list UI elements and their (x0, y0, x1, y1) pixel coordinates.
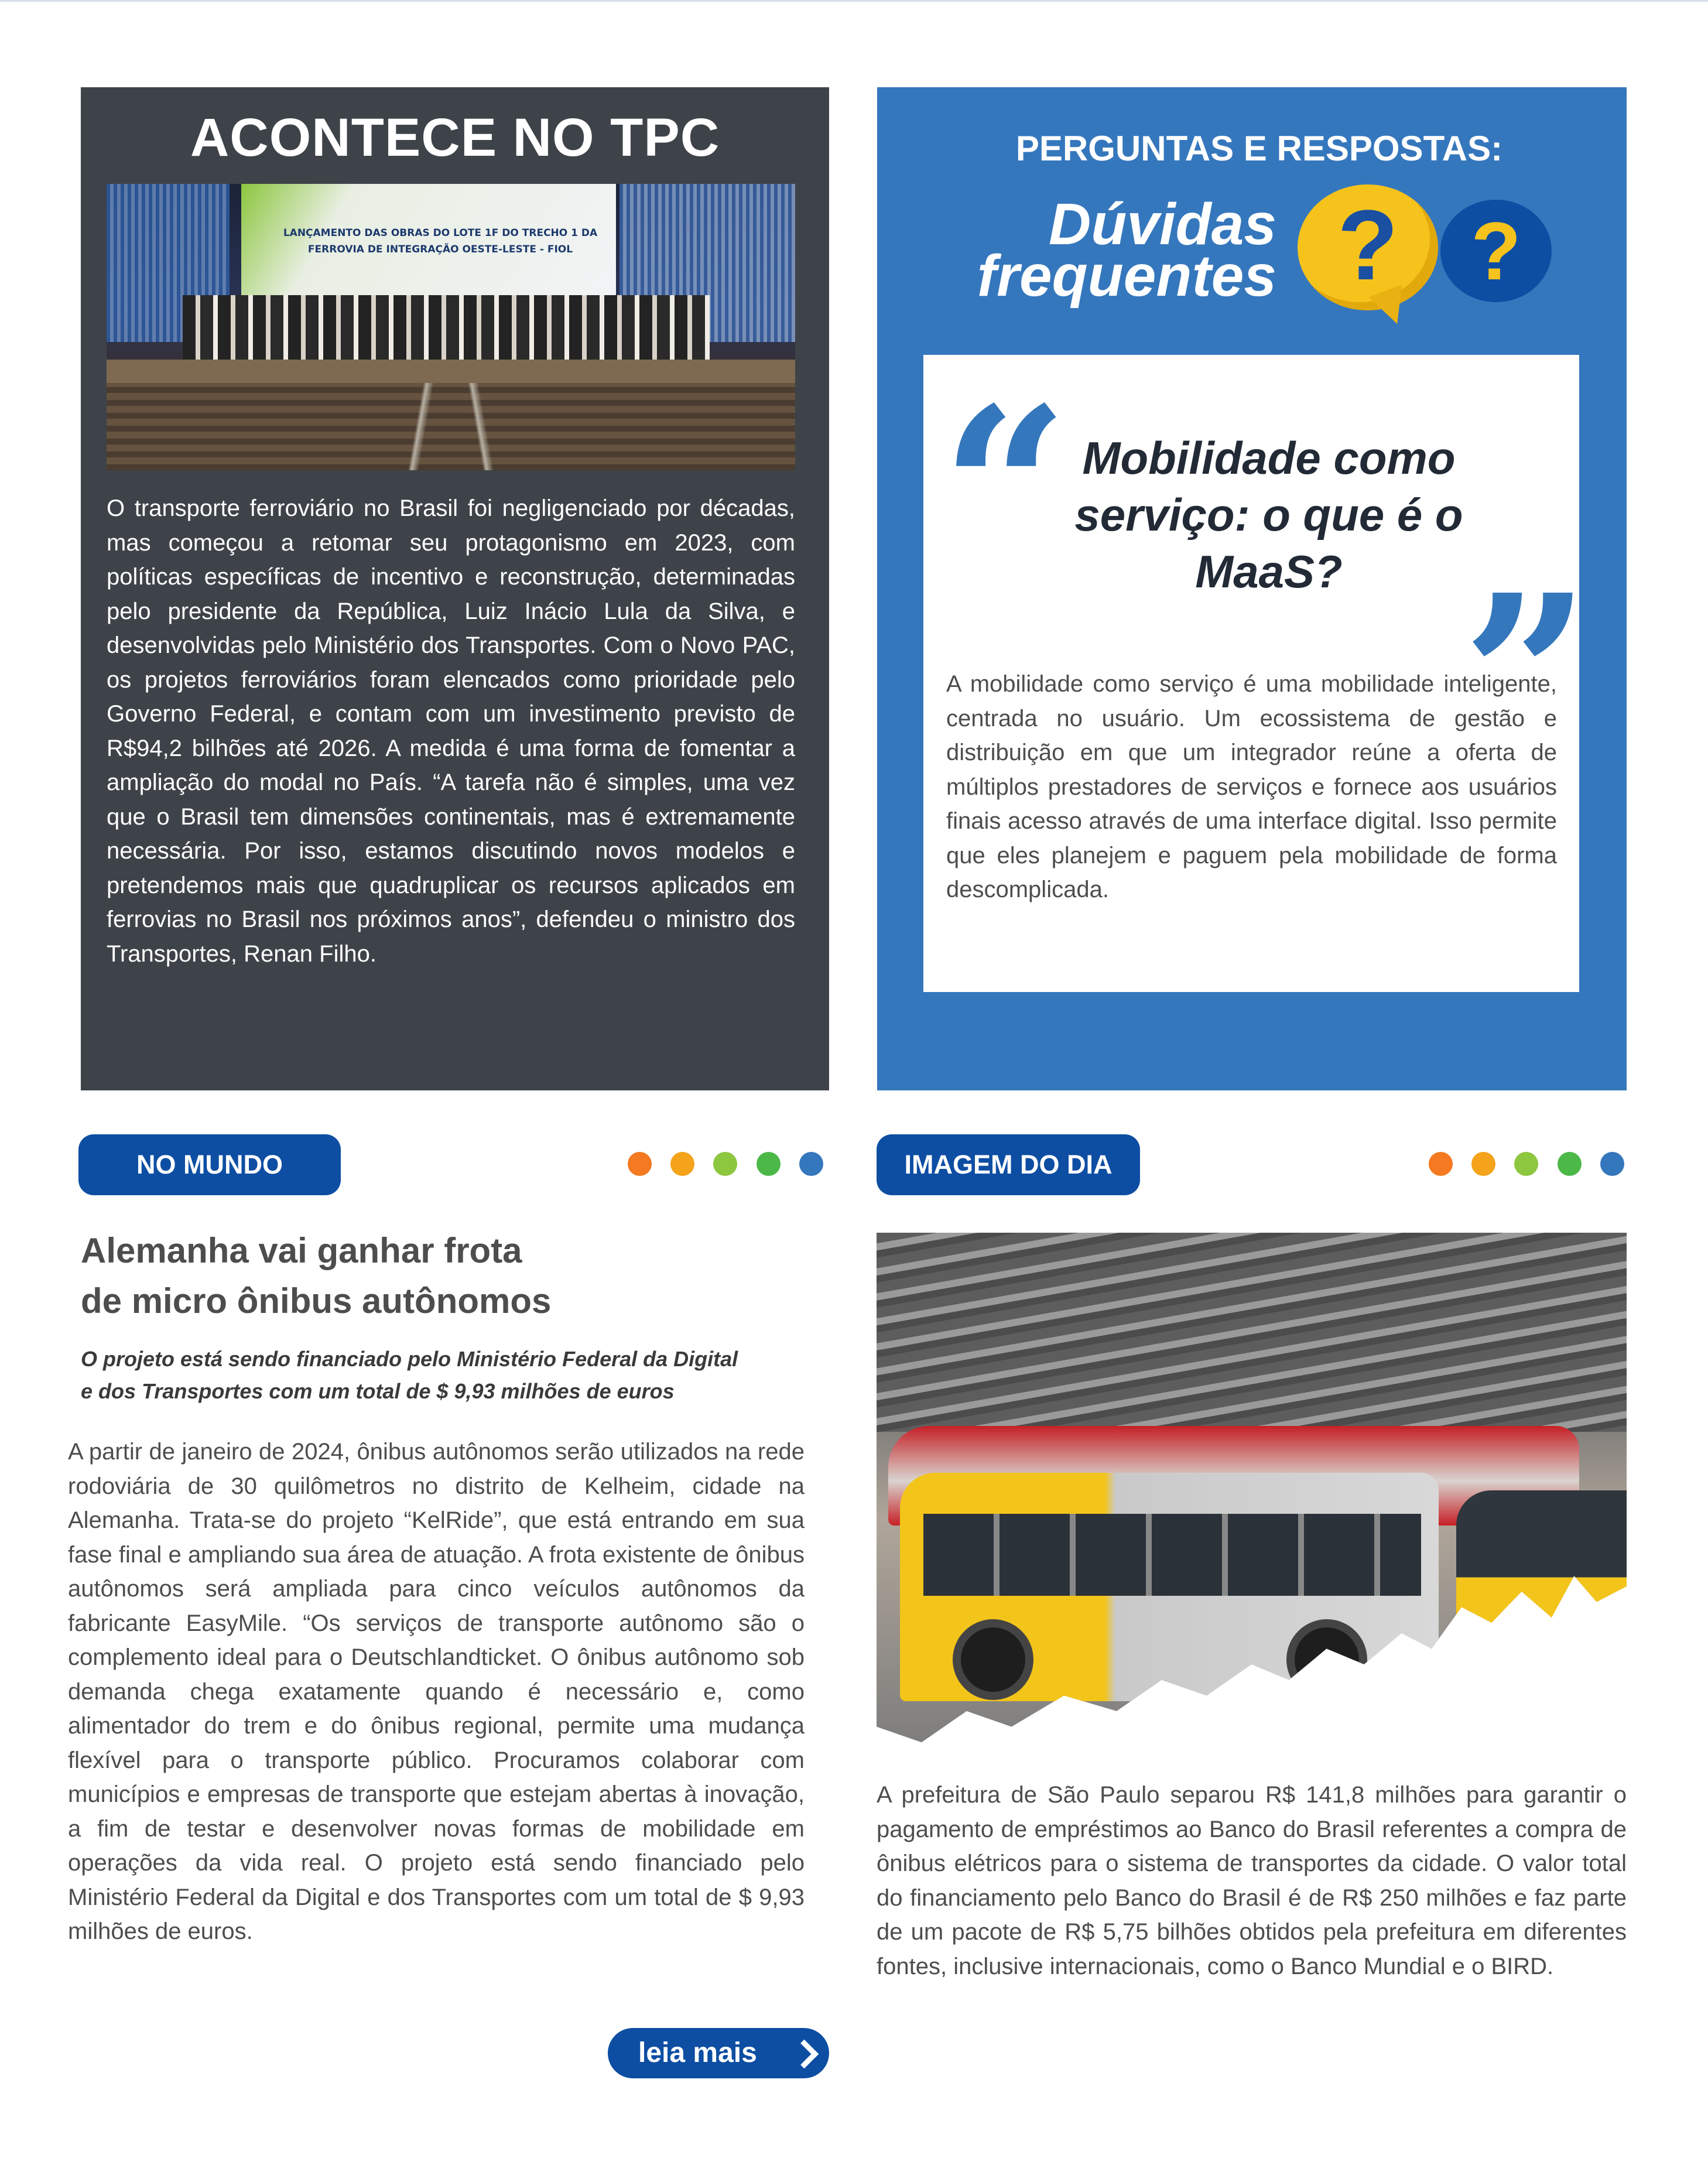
faq-card (923, 355, 1590, 992)
acontece-no-tpc-panel (81, 87, 829, 1090)
article-body: A partir de janeiro de 2024, ônibus autônomos serão utilizados na rede rodoviária de 30 quilômetros no distrito de Kelheim, cidade na Alemanha. Trata-se do projeto “KelRide”, que está entrando em sua fase final e ampliando sua área de atuação. A frota existente de ônibus autônomos será ampliada para cinco veículos autônomos da fabricante EasyMile. “Os serviços de transporte autônomo são o complemento ideal para o Deutschlandticket. O ônibus autônomo sob demanda chega exatamente quando é necessário e, como alimentador do trem e do ônibus regional, permite uma mudança flexível para o transporte público. Procuramos colaborar com municípios e empresas de transporte que estejam abertas à inovação, a fim de testar e desenvolver novas formas de mobilidade em operações da vida real. O projeto está sendo financiado pelo Ministério Federal da Digital e dos Transportes com um total de $ 9,93 milhões de euros. (68, 1439, 805, 1944)
dot-orange (1429, 1152, 1453, 1176)
dot-blue (1600, 1152, 1624, 1176)
dot-lime (1514, 1152, 1538, 1176)
dot-amber (1471, 1152, 1495, 1176)
dot-lime (713, 1152, 737, 1176)
dot-amber (670, 1152, 694, 1176)
article-subtitle-line1: O projeto está sendo financiado pelo Ministério Federal da Digital (81, 1347, 738, 1371)
article-headline-line2: de micro ônibus autônomos (81, 1281, 552, 1321)
question-bubble-small-icon (1440, 200, 1552, 302)
faq-title (877, 191, 1276, 309)
people-on-stage (183, 295, 710, 360)
faq-question: Mobilidade como serviço: o que é o MaaS? (1074, 432, 1463, 597)
faq-title-line2: frequentes (977, 243, 1276, 309)
dot-orange (628, 1152, 652, 1176)
railway-tracks (107, 383, 795, 470)
faq-title-line1: Dúvidas (1048, 191, 1276, 257)
tpc-title: ACONTECE NO TPC (190, 108, 720, 167)
stage-platform (107, 360, 795, 383)
article-headline (81, 1226, 666, 1326)
question-mark-big: ? (1337, 190, 1398, 301)
bus-windows (923, 1514, 1421, 1596)
bus-terminal-photo (877, 1233, 1627, 1753)
bus-wheel-front (953, 1619, 1033, 1700)
article-subtitle (81, 1343, 813, 1407)
question-bubble-icon (1298, 184, 1438, 310)
faq-kicker: PERGUNTAS E RESPOSTAS: (1015, 129, 1503, 168)
dot-green (1558, 1152, 1582, 1176)
imagem-do-dia-label: IMAGEM DO DIA (877, 1134, 1140, 1195)
faq-panel (877, 87, 1627, 1090)
yellow-bus-right (1456, 1490, 1627, 1684)
article-subtitle-line2: e dos Transportes com um total de $ 9,93 milhões de euros (81, 1379, 675, 1403)
chevron-right-icon (790, 2040, 819, 2068)
no-mundo-label: NO MUNDO (78, 1134, 341, 1195)
dot-green (757, 1152, 781, 1176)
read-more-button[interactable] (608, 2028, 829, 2078)
bus-wheel-rear (1286, 1619, 1367, 1700)
faq-answer: A mobilidade como serviço é uma mobilidade inteligente, centrada no usuário. Um ecossistema de gestão e distribuição em que um integrador reúne a oferta de múltiplos prestadores de serviços e fornece aos usuários finais acesso através de uma interface digital. Isso permite que eles planejem e paguem pela mobilidade de forma descomplicada. (946, 671, 1557, 902)
open-quote-icon: “ (941, 358, 1069, 620)
terminal-roof (877, 1233, 1627, 1432)
image-caption: A prefeitura de São Paulo separou R$ 141,8 milhões para garantir o pagamento de empréstimos ao Banco do Brasil referentes a compra de ônibus elétricos para o sistema de transportes da cidade. O valor total do financiamento pelo Banco do Brasil é de R$ 250 milhões e faz parte de um pacote de R$ 5,75 bilhões obtidos pela prefeitura em diferentes fontes, inclusive internacionais, como o Banco Mundial e o BIRD. (877, 1782, 1627, 1979)
tpc-article-body: O transporte ferroviário no Brasil foi negligenciado por décadas, mas começou a retomar seu protagonismo em 2023, com políticas específicas de incentivo e reconstrução, determinadas pelo presidente da República, Luiz Inácio Lula da Silva, e desenvolvidas pelo Ministério dos Transportes. Com o Novo PAC, os projetos ferroviários foram elencados como prioridade pelo Governo Federal, e contam com um investimento previsto de R$94,2 bilhões até 2026. A medida é uma forma de fomentar a ampliação do modal no País. “A tarefa não é simples, uma vez que o Brasil tem dimensões continentais, mas é extremamente necessária. Por isso, estamos discutindo novos modelos e pretendemos mais que quadruplicar os recursos aplicados em ferrovias no Brasil nos próximos anos”, defendeu o ministro dos Transportes, Renan Filho. (107, 495, 795, 967)
event-banner-text: LANÇAMENTO DAS OBRAS DO LOTE 1F DO TRECHO 1 DA FERROVIA DE INTEGRAÇÃO OESTE-LESTE - FIOL (283, 227, 598, 255)
question-mark-small: ? (1471, 205, 1521, 297)
close-quote-icon: ” (1462, 546, 1590, 808)
railway-event-photo (107, 184, 795, 470)
read-more-label: leia mais (638, 2037, 757, 2068)
dot-blue (799, 1152, 823, 1176)
article-headline-line1: Alemanha vai ganhar frota (81, 1231, 522, 1270)
top-rule (0, 0, 1708, 2)
